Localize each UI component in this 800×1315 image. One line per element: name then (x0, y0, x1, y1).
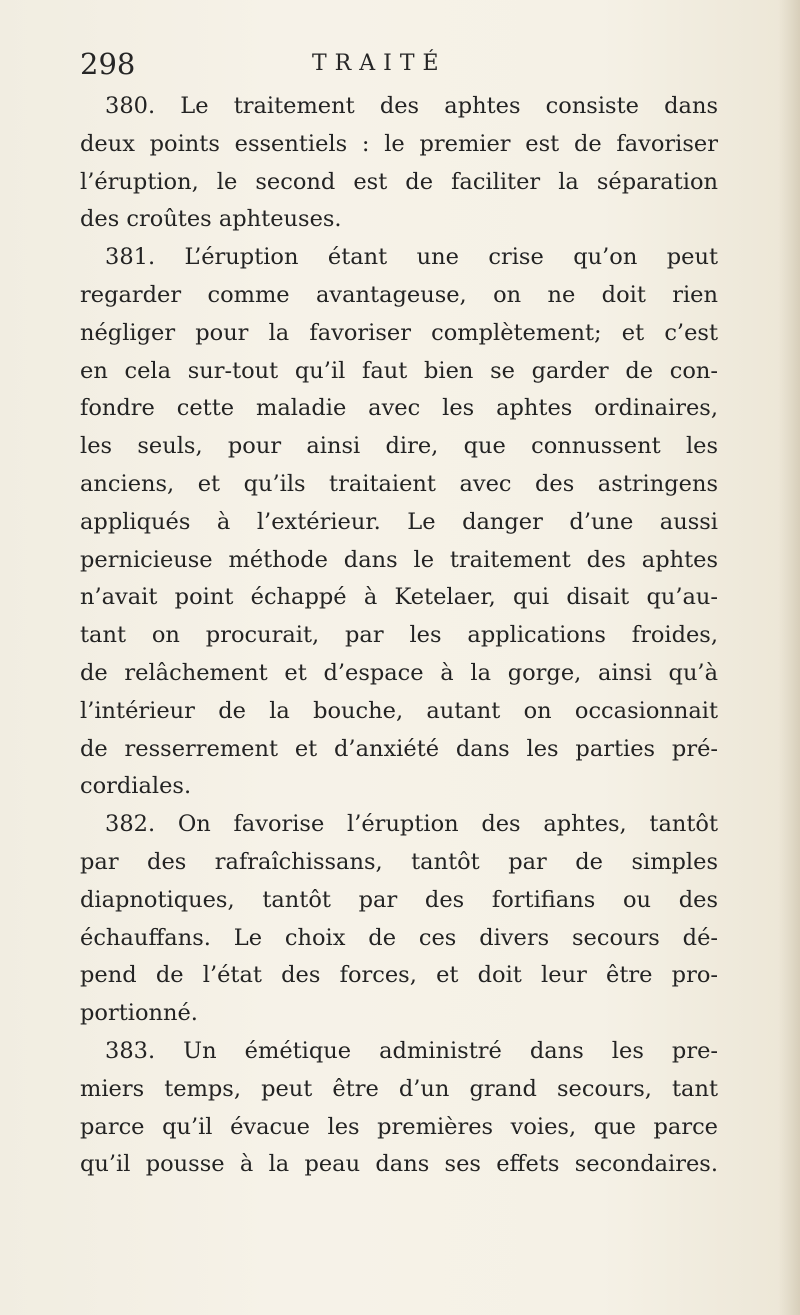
text-line: 381. L’éruption étant une crise qu’on peut (105, 244, 718, 271)
text-line: en cela sur-tout qu’il faut bien se garder de con- (80, 357, 718, 384)
text-line: portionné. (80, 1000, 198, 1027)
text-line: cordiales. (80, 773, 192, 800)
text-line: anciens, et qu’ils traitaient avec des astringens (80, 470, 718, 497)
text-line: les seuls, pour ainsi dire, que connussent les (80, 433, 718, 460)
page-header (0, 42, 800, 92)
text-line: de resserrement et d’anxiété dans les parties pré- (80, 735, 718, 762)
page-edge-shadow (778, 0, 800, 1315)
text-line: tant on procurait, par les applications froides, (80, 622, 718, 649)
text-line: l’éruption, le second est de faciliter la séparation (80, 168, 718, 195)
text-line: deux points essentiels : le premier est de favoriser (80, 130, 718, 157)
text-line: par des rafraîchissans, tantôt par de simples (80, 848, 718, 875)
text-line: échauffans. Le choix de ces divers secours dé- (80, 924, 718, 951)
text-line: 380. Le traitement des aphtes consiste dans (105, 93, 718, 119)
text-line: 382. On favorise l’éruption des aphtes, tantôt (105, 811, 718, 838)
text-line: parce qu’il évacue les premières voies, que parce (80, 1113, 718, 1140)
text-line: négliger pour la favoriser complètement; et c’est (80, 319, 718, 346)
text-line: l’intérieur de la bouche, autant on occasionnait (80, 697, 718, 724)
text-line: pend de l’état des forces, et doit leur être pro- (80, 962, 718, 989)
paragraph-381 (80, 239, 718, 806)
text-line: de relâchement et d’espace à la gorge, ainsi qu’à (80, 659, 718, 686)
text-line: pernicieuse méthode dans le traitement des aphtes (80, 546, 718, 573)
text-line: n’avait point échappé à Ketelaer, qui disait qu’au- (80, 584, 718, 611)
page-number: 298 (80, 47, 136, 81)
running-head: TRAITÉ (312, 51, 447, 76)
paragraph-382 (80, 806, 718, 1033)
text-line: qu’il pousse à la peau dans ses effets secondaires. (80, 1151, 718, 1178)
body-text (80, 88, 718, 1184)
text-line: miers temps, peut être d’un grand secours, tant (80, 1075, 718, 1102)
text-line: regarder comme avantageuse, on ne doit rien (80, 281, 718, 308)
text-line: fondre cette maladie avec les aphtes ordinaires, (80, 395, 718, 422)
paragraph-383 (80, 1033, 718, 1184)
text-line: diapnotiques, tantôt par des fortifians ou des (80, 886, 718, 913)
text-line: 383. Un émétique administré dans les pre- (105, 1037, 718, 1064)
text-line: des croûtes aphteuses. (80, 206, 342, 233)
text-line: appliqués à l’extérieur. Le danger d’une aussi (80, 508, 718, 535)
paragraph-380 (80, 88, 718, 239)
